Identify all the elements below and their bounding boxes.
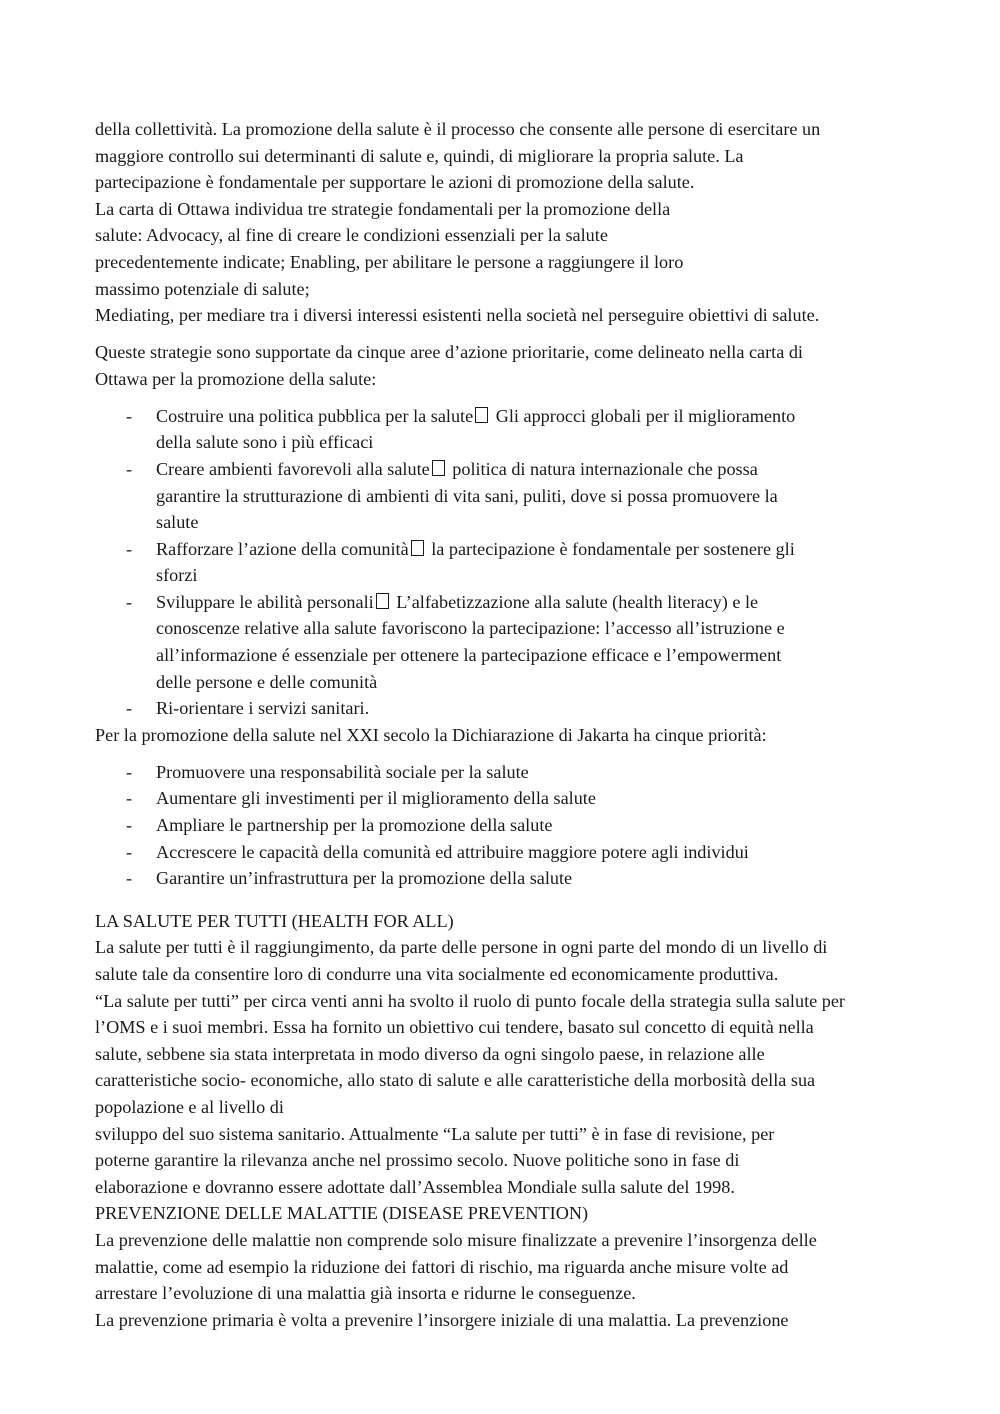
ottawa-action-areas-list [95, 403, 935, 722]
paragraph-spacer [95, 748, 935, 758]
text-line: l’OMS e i suoi membri. Essa ha fornito un obiettivo cui tendere, basato sul concetto di equità nella [95, 1017, 814, 1038]
paragraph-spacer [95, 392, 935, 402]
section-disease-prevention [95, 1200, 935, 1333]
list-item [95, 589, 935, 695]
text-line: maggiore controllo sui determinanti di salute e, quindi, di migliorare la propria salute. La [95, 145, 744, 166]
list-item-text: la partecipazione è fondamentale per sostenere gli [426, 538, 795, 559]
paragraph-spacer [95, 329, 935, 339]
text-line: salute tale da consentire loro di condurre una vita socialmente ed economicamente produttiva. [95, 963, 779, 984]
list-item-text: - Aumentare gli investimenti per il miglioramento della salute [156, 788, 596, 809]
list-item [95, 456, 935, 536]
list-item [95, 759, 935, 786]
list-item-text: conoscenze relative alla salute favoriscono la partecipazione: l’accesso all’istruzione e [156, 618, 785, 639]
list-item [95, 785, 935, 812]
list-item-text: - Garantire un’infrastruttura per la promozione della salute [156, 868, 573, 889]
list-item-text: Gli approcci globali per il miglioramento [491, 405, 796, 426]
text-line: La prevenzione primaria è volta a prevenire l’insorgere iniziale di una malattia. La prevenzione [95, 1309, 789, 1330]
list-item [95, 812, 935, 839]
text-line: salute: Advocacy, al fine di creare le condizioni essenziali per la salute [95, 225, 608, 246]
section-heading: LA SALUTE PER TUTTI (HEALTH FOR ALL) [95, 910, 454, 931]
missing-glyph-icon [475, 407, 488, 423]
text-line: arrestare l’evoluzione di una malattia già insorta e ridurne le conseguenze. [95, 1283, 636, 1304]
paragraph-health-promotion [95, 116, 935, 329]
jakarta-intro: Per la promozione della salute nel XXI secolo la Dichiarazione di Jakarta ha cinque priorità: [95, 724, 767, 745]
text-line: sviluppo del suo sistema sanitario. Attualmente “La salute per tutti” è in fase di revisione, per [95, 1123, 775, 1144]
list-item-text: della salute sono i più efficaci [156, 432, 374, 453]
text-line: caratteristiche socio- economiche, allo stato di salute e alle caratteristiche della morbosità della sua [95, 1070, 816, 1091]
text-line: malattie, come ad esempio la riduzione dei fattori di rischio, ma riguarda anche misure volte ad [95, 1256, 789, 1277]
text-line: Ottawa per la promozione della salute: [95, 368, 377, 389]
list-item-text: sforzi [156, 565, 198, 586]
list-item-head: - Ri-orientare i servizi sanitari. [156, 698, 370, 719]
list-item [95, 865, 935, 892]
jakarta-priorities-list [95, 759, 935, 892]
list-item-text: - Accrescere le capacità della comunità ed attribuire maggiore potere agli individui [156, 841, 749, 862]
text-line: elaborazione e dovranno essere adottate dall’Assemblea Mondiale sulla salute del 1998. [95, 1176, 735, 1197]
paragraph-ottawa-intro [95, 339, 935, 392]
text-line: La prevenzione delle malattie non comprende solo misure finalizzate a prevenire l’insorgenza delle [95, 1229, 817, 1250]
section-health-for-all [95, 908, 935, 1201]
text-line: popolazione e al livello di [95, 1096, 284, 1117]
missing-glyph-icon [411, 540, 424, 556]
text-line: precedentemente indicate; Enabling, per abilitare le persone a raggiungere il loro [95, 251, 684, 272]
text-line: La salute per tutti è il raggiungimento, da parte delle persone in ogni parte del mondo di un livello di [95, 937, 828, 958]
list-item-text: all’informazione é essenziale per ottenere la partecipazione efficace e l’empowerment [156, 645, 782, 666]
list-item-text: delle persone e delle comunità [156, 671, 378, 692]
section-heading: PREVENZIONE DELLE MALATTIE (DISEASE PREVENTION) [95, 1203, 589, 1224]
document-page [95, 116, 935, 1333]
text-line: La carta di Ottawa individua tre strategie fondamentali per la promozione della [95, 198, 671, 219]
list-item-text: - Promuovere una responsabilità sociale per la salute [156, 761, 529, 782]
paragraph-spacer [95, 892, 935, 908]
list-item-text: politica di natura internazionale che possa [447, 458, 758, 479]
list-item-head: Creare ambienti favorevoli alla salute [156, 458, 430, 479]
list-item [95, 839, 935, 866]
text-line: partecipazione è fondamentale per supportare le azioni di promozione della salute. [95, 172, 695, 193]
text-line: Mediating, per mediare tra i diversi interessi esistenti nella società nel perseguire obiettivi di salute. [95, 305, 820, 326]
text-line: della collettività. La promozione della salute è il processo che consente alle persone di esercitare un [95, 119, 821, 139]
list-item-text: - Ampliare le partnership per la promozione della salute [156, 815, 553, 836]
text-line: massimo potenziale di salute; [95, 278, 310, 299]
list-item-head: Sviluppare le abilità personali [156, 591, 374, 612]
list-item [95, 695, 935, 722]
text-line: “La salute per tutti” per circa venti anni ha svolto il ruolo di punto focale della strategia sulla salute per [95, 990, 845, 1011]
list-item-text: salute [156, 512, 199, 533]
text-line: poterne garantire la rilevanza anche nel prossimo secolo. Nuove politiche sono in fase di [95, 1150, 740, 1171]
missing-glyph-icon [432, 460, 445, 476]
list-item [95, 403, 935, 456]
list-item [95, 536, 935, 589]
missing-glyph-icon [376, 593, 389, 609]
text-line: Queste strategie sono supportate da cinque aree d’azione prioritarie, come delineato nella carta di [95, 342, 803, 363]
list-item-head: Costruire una politica pubblica per la salute [156, 405, 474, 426]
text-line: salute, sebbene sia stata interpretata in modo diverso da ogni singolo paese, in relazione alle [95, 1043, 765, 1064]
list-item-text: garantire la strutturazione di ambienti di vita sani, puliti, dove si possa promuovere la [156, 485, 778, 506]
list-item-head: Rafforzare l’azione della comunità [156, 538, 409, 559]
list-item-text: L’alfabetizzazione alla salute (health literacy) e le [391, 591, 759, 612]
